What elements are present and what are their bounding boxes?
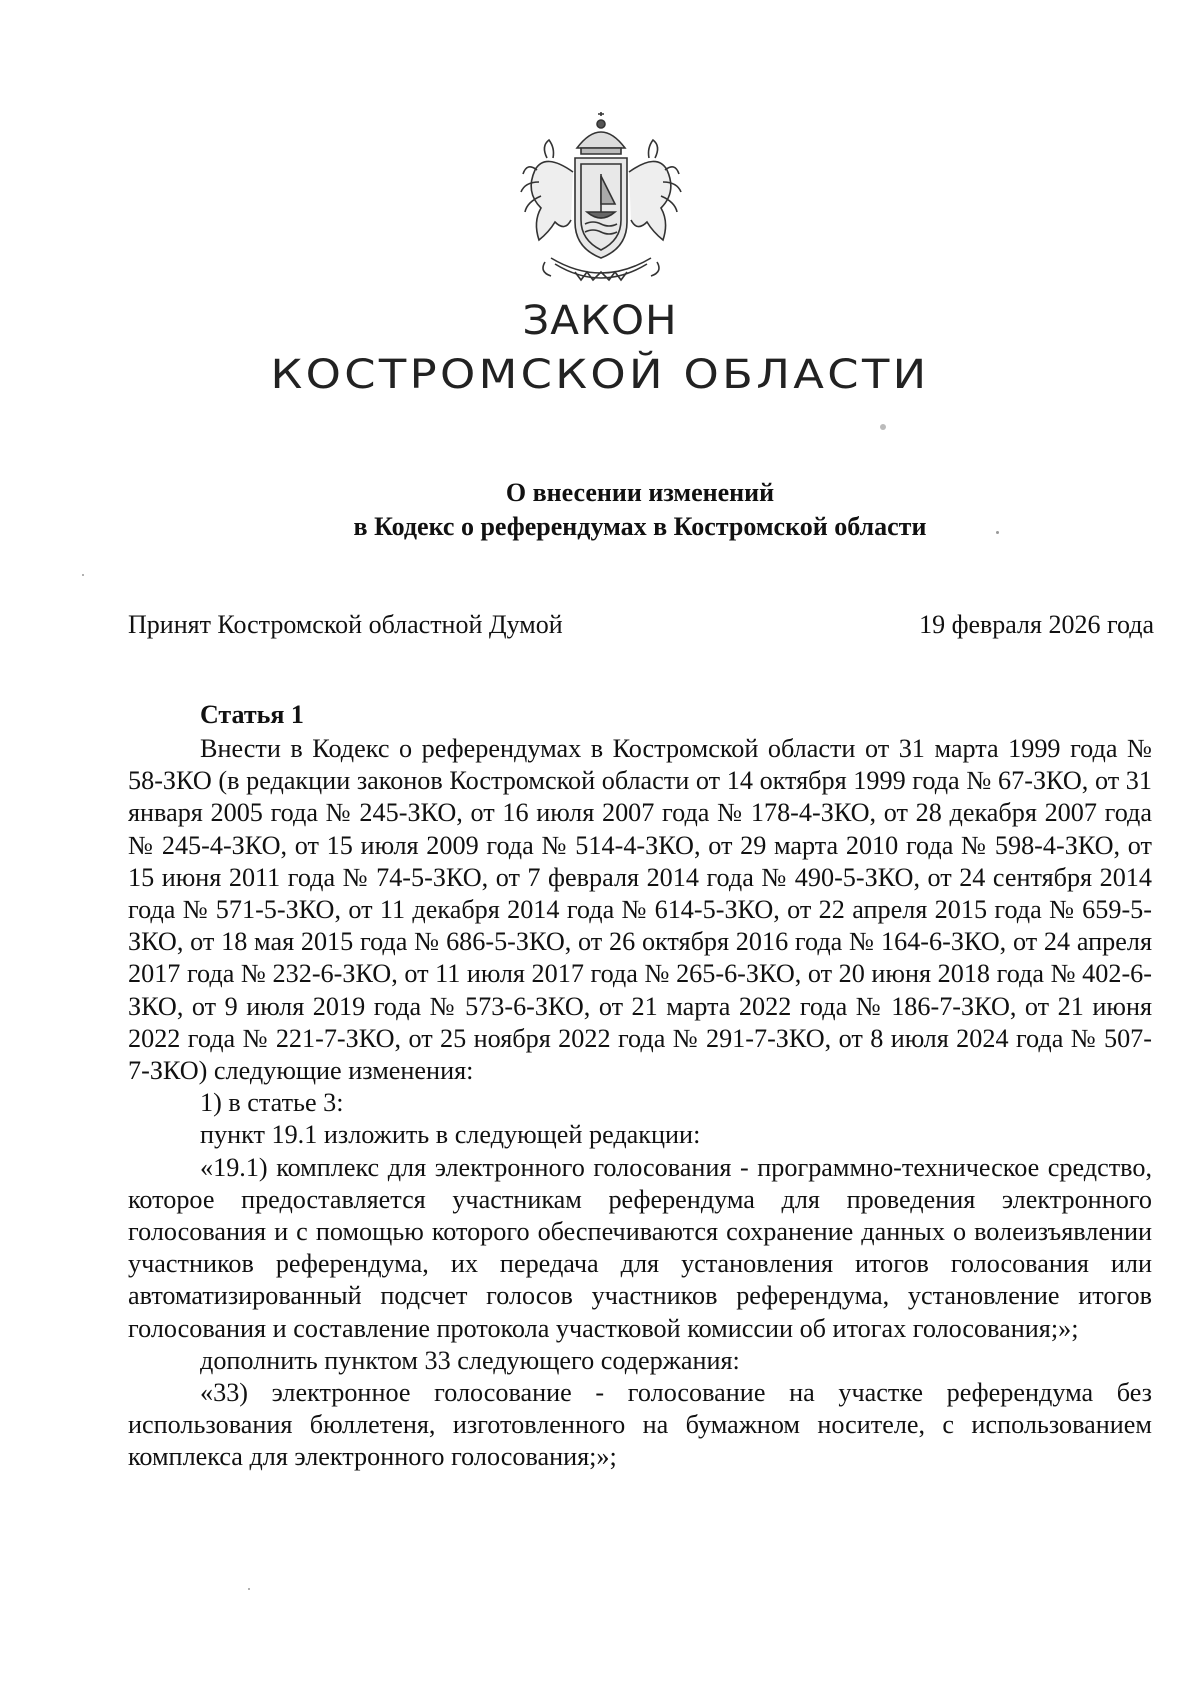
article-body — [128, 733, 1152, 1474]
article-intro-paragraph: Внести в Кодекс о референдумах в Костромской области от 31 марта 1999 года № 58-ЗКО (в редакции законов Костромской области от 14 октября 1999 года № 67-ЗКО, от 31 января 2005 года № 245-ЗКО, от 16 июля 2007 года № 178-4-ЗКО, от 28 декабря 2007 года № 245-4-ЗКО, от 15 июля 2009 года № 514-4-ЗКО, от 29 марта 2010 года № 598-4-ЗКО, от 15 июня 2011 года № 74-5-ЗКО, от 7 февраля 2014 года № 490-5-ЗКО, от 24 сентября 2014 года № 571-5-ЗКО, от 11 декабря 2014 года № 614-5-ЗКО, от 22 апреля 2015 года № 659-5-ЗКО, от 18 мая 2015 года № 686-5-ЗКО, от 26 октября 2016 года № 164-6-ЗКО, от 24 апреля 2017 года № 232-6-ЗКО, от 11 июля 2017 года № 265-6-ЗКО, от 20 июня 2018 года № 402-6-ЗКО, от 9 июля 2019 года № 573-6-ЗКО, от 21 марта 2022 года № 186-7-ЗКО, от 21 июня 2022 года № 221-7-ЗКО, от 25 ноября 2022 года № 291-7-ЗКО, от 8 июля 2024 года № 507-7-ЗКО) следующие изменения: — [128, 734, 1152, 1086]
scan-speck — [248, 1588, 250, 1590]
item-1-subpoint-1: пункт 19.1 изложить в следующей редакции: — [200, 1120, 701, 1150]
kostroma-coat-of-arms-icon — [515, 112, 687, 290]
item-1: 1) в статье 3: — [200, 1088, 344, 1118]
law-heading-line1: ЗАКОН — [522, 298, 678, 344]
document-title-line1: О внесении изменений — [505, 478, 775, 507]
item-1-quote-1: «19.1) комплекс для электронного голосования - программно-техническое средство, которое предоставляется участникам референдума для проведения электронного голосования и с помощью которого обеспечиваются сохранение данных о волеизъявлении участников референдума, их передача для установления итогов голосования или автоматизированный подсчет голосов участников референдума, установление итогов голосования и составление протокола участковой комиссии об итогах голосования;»; — [128, 1152, 1152, 1343]
item-1-subpoint-2: дополнить пунктом 33 следующего содержания: — [200, 1345, 740, 1375]
scan-speck — [880, 424, 886, 430]
adopted-by: Принят Костромской областной Думой — [128, 610, 563, 639]
item-1-quote-2: «33) электронное голосование - голосование на участке референдума без использования бюллетеня, изготовленного на бумажном носителе, с использованием комплекса для электронного голосования;»; — [128, 1378, 1152, 1472]
scan-speck — [82, 574, 84, 576]
document-title-line2: в Кодекс о референдумах в Костромской области — [353, 512, 927, 541]
adoption-date: 19 февраля 2026 года — [919, 610, 1154, 639]
article-heading: Статья 1 — [200, 700, 304, 729]
scan-speck — [996, 531, 999, 534]
law-heading-line2: КОСТРОМСКОЙ ОБЛАСТИ — [270, 352, 930, 398]
